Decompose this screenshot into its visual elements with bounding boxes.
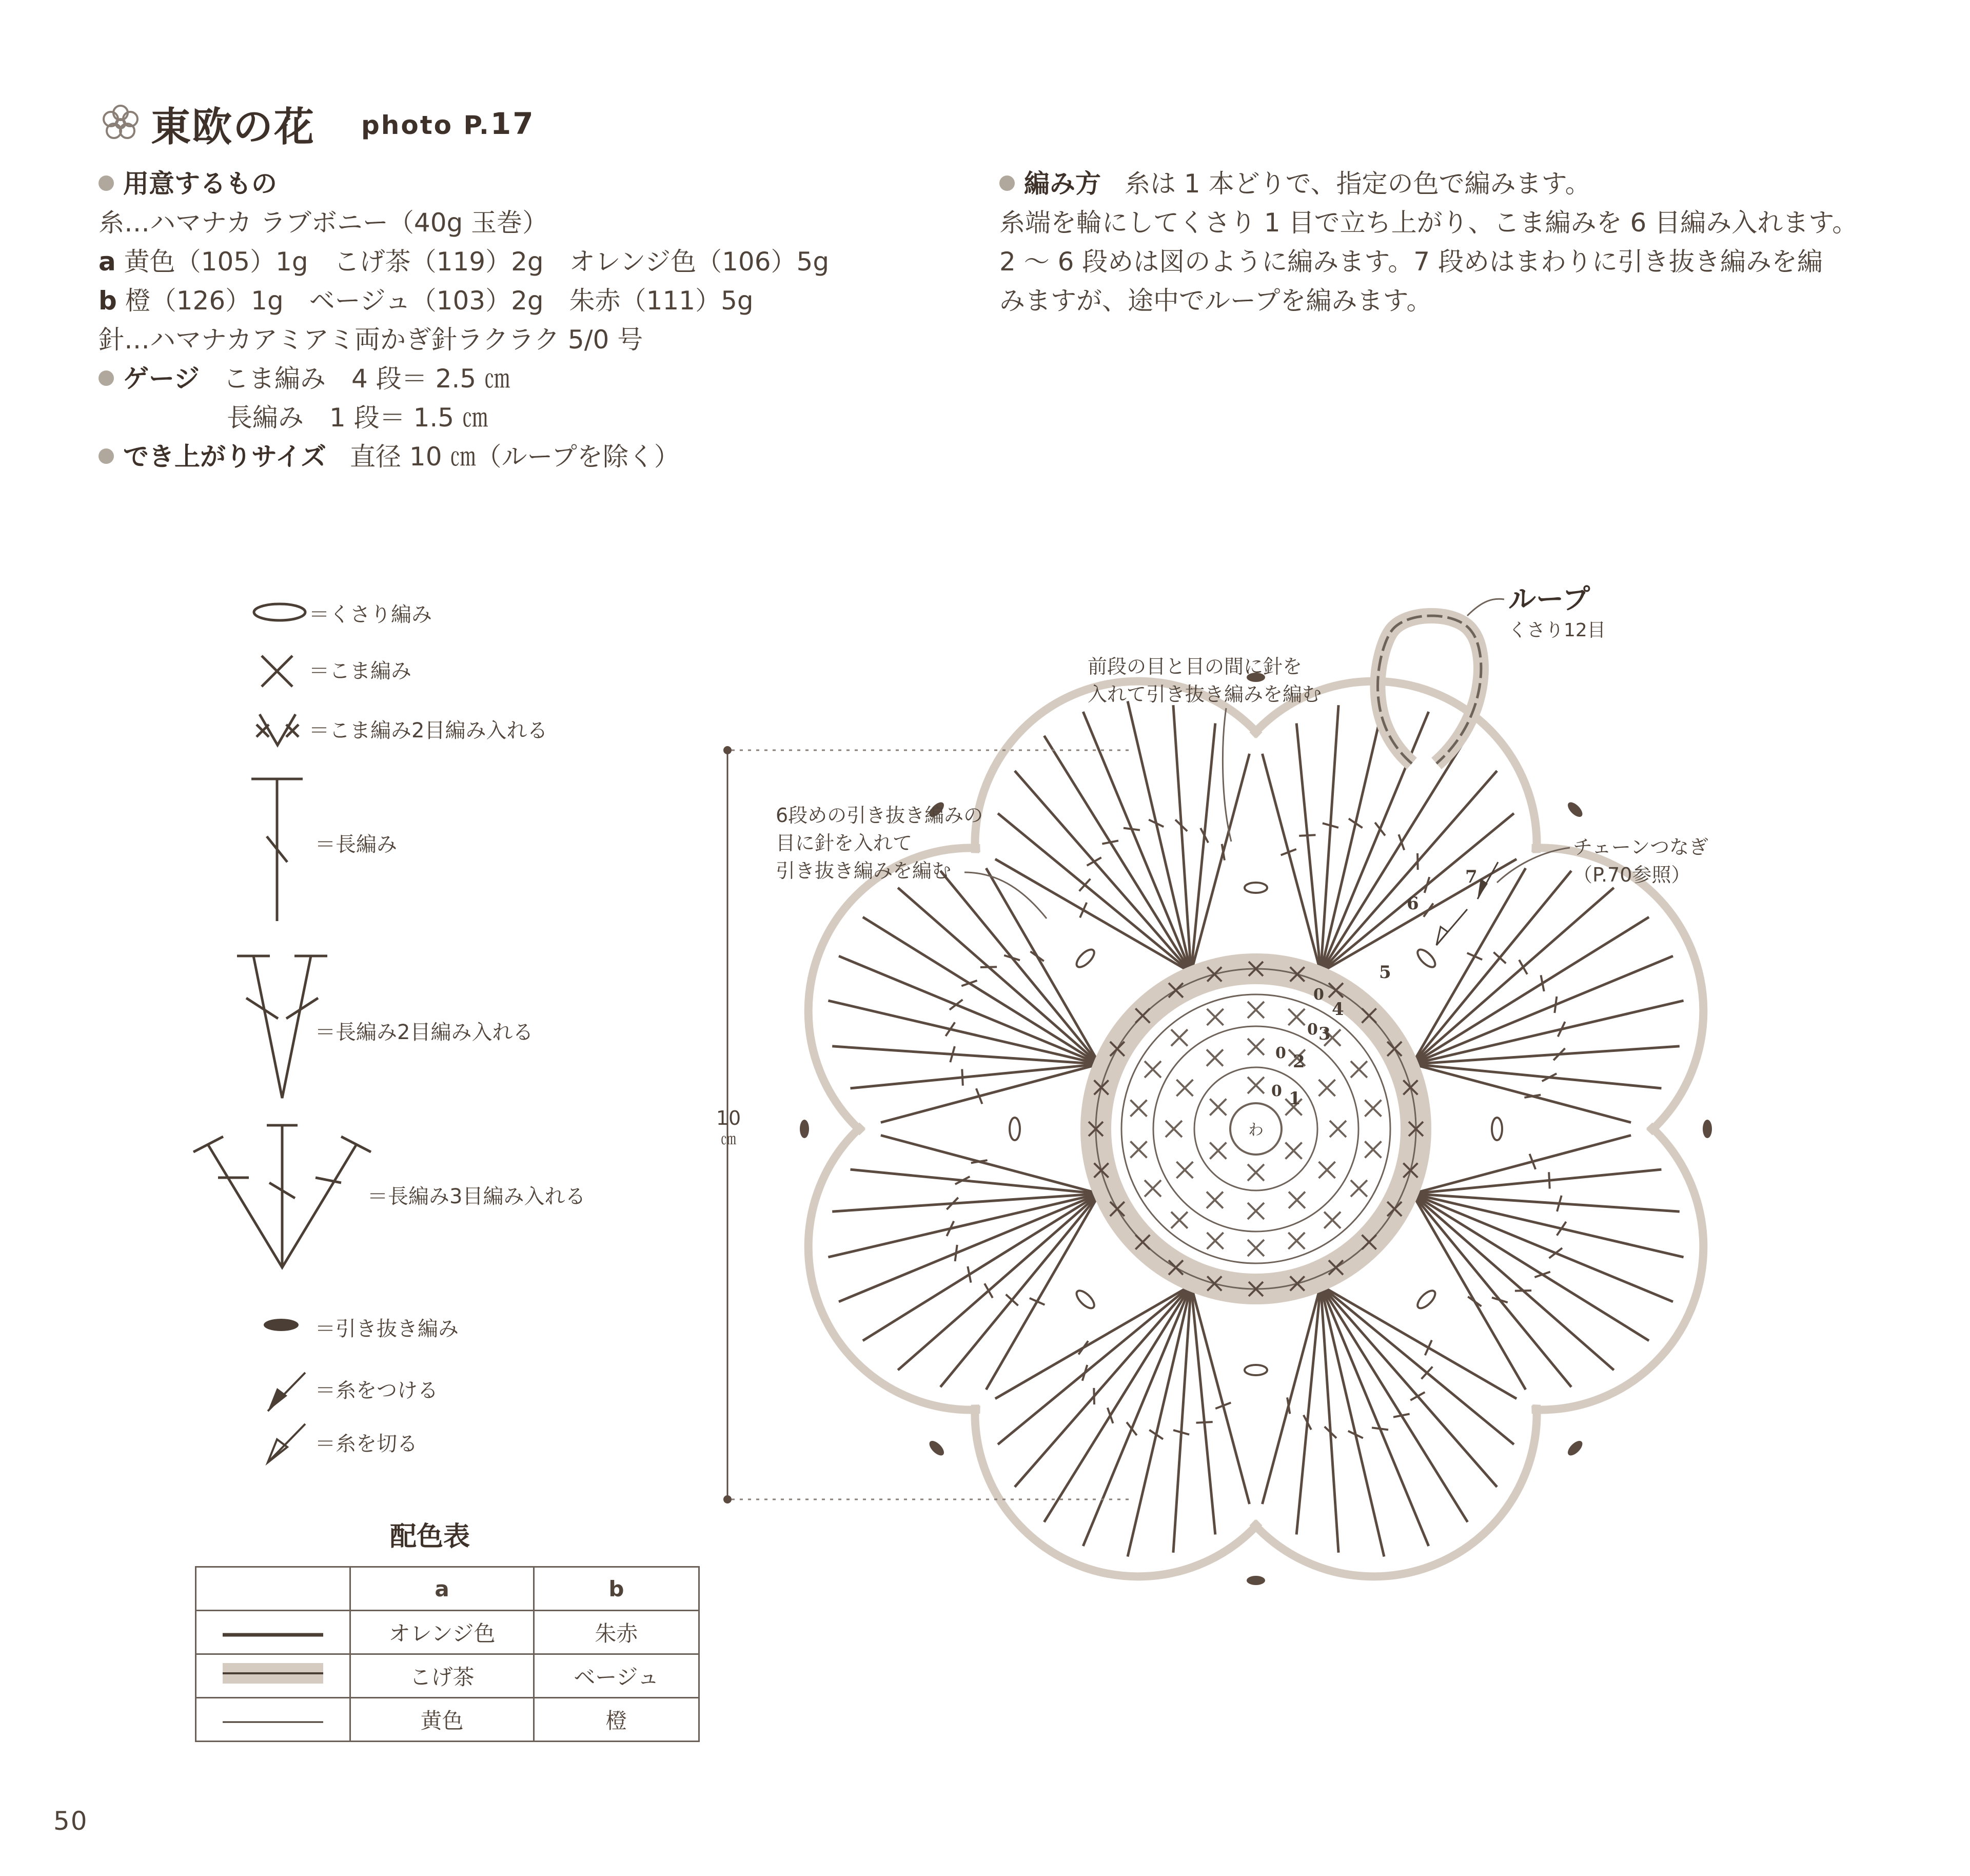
materials-heading: 用意するもの <box>123 169 277 199</box>
hook-line: 針…ハマナカアミアミ両かぎ針ラクラク 5/0 号 <box>98 325 643 355</box>
size-value: 直径 10 ㎝（ループを除く） <box>350 442 680 472</box>
legend-label: ＝くさり編み <box>309 603 432 627</box>
note-top-line-1: 前段の目と目の間に針を <box>1088 655 1303 678</box>
table-cell: オレンジ色 <box>350 1611 534 1654</box>
gauge-2: 長編み 1 段＝ 1.5 ㎝ <box>227 403 488 433</box>
round-start: 0 <box>1275 1044 1286 1062</box>
table-cell: 朱赤 <box>534 1611 699 1654</box>
dc-bar <box>1417 853 1418 870</box>
photo-reference: photo P.17 <box>361 106 535 141</box>
yarn-b-line: b 橙（126）1g ベージュ（103）2g 朱赤（111）5g <box>98 286 754 316</box>
round-start: 0 <box>1271 1082 1282 1100</box>
dimension-number: 10 <box>716 1107 741 1129</box>
note-left-line-2: 目に針を入れて <box>776 832 913 854</box>
slip-stitch <box>1703 1120 1712 1138</box>
round-start: 0 <box>1307 1021 1318 1039</box>
gauge-1: こま編み 4 段＝ 2.5 ㎝ <box>223 364 510 394</box>
table-cell: 橙 <box>534 1698 699 1742</box>
dc-bar <box>1549 1172 1550 1188</box>
slip-stitch <box>1247 1576 1265 1585</box>
size-heading: でき上がりサイズ <box>123 442 326 472</box>
round-number: 3 <box>1318 1024 1331 1044</box>
loop-subtitle: くさり12目 <box>1508 620 1606 641</box>
slip-stitch <box>800 1120 809 1138</box>
col-a-header: a <box>350 1567 534 1611</box>
dimension-unit: ㎝ <box>721 1130 736 1148</box>
round-start: 0 <box>1313 986 1324 1004</box>
instructions-line: 糸は 1 本どりで、指定の色で編みます。 <box>1125 169 1591 199</box>
instructions-line: みますが、途中でループを編みます。 <box>999 286 1432 316</box>
legend-label: ＝こま編み2目編み入れる <box>309 719 548 742</box>
note-right-line-2: （P.70参照） <box>1573 864 1691 886</box>
gauge-heading: ゲージ <box>123 364 200 394</box>
legend-label: ＝長編み3目編み入れる <box>367 1185 586 1208</box>
legend-label: ＝引き抜き編み <box>315 1317 459 1341</box>
instructions-line: 2 〜 6 段めは図のように編みます。7 段めはまわりに引き抜き編みを編 <box>999 247 1823 277</box>
note-right-line-1: チェーンつなぎ <box>1573 836 1709 858</box>
round-number: 7 <box>1465 867 1478 887</box>
yarn-a-line: a 黄色（105）1g こげ茶（119）2g オレンジ色（106）5g <box>98 247 830 277</box>
yarn-line: 糸…ハマナカ ラブボニー（40g 玉巻） <box>98 208 548 238</box>
table-cell: こげ茶 <box>350 1654 534 1698</box>
legend-label: ＝長編み2目編み入れる <box>315 1021 534 1044</box>
round-number: 2 <box>1293 1051 1305 1072</box>
legend-label: ＝こま編み <box>309 659 411 683</box>
note-left-line-1: 6段めの引き抜き編みの <box>776 804 983 827</box>
slip-stitch <box>1565 1438 1585 1458</box>
page-number: 50 <box>53 1806 88 1836</box>
page-title: 東欧の花 <box>151 104 316 150</box>
dc-bar <box>962 1069 963 1086</box>
legend-label: ＝糸をつける <box>315 1379 438 1402</box>
round-number: 5 <box>1379 962 1391 983</box>
legend-label: ＝糸を切る <box>315 1432 418 1456</box>
round-number: 6 <box>1407 893 1419 914</box>
dc-bar <box>1299 835 1315 836</box>
col-b-header: b <box>534 1567 699 1611</box>
note-top-line-2: 入れて引き抜き編みを編む <box>1088 683 1322 706</box>
table-cell: 黄色 <box>350 1698 534 1742</box>
legend-label: ＝長編み <box>315 833 397 856</box>
round-number: 1 <box>1289 1088 1301 1109</box>
loop-title: ループ <box>1508 583 1590 615</box>
note-left-line-3: 引き抜き編みを編む <box>776 859 952 882</box>
loop-leader-line <box>1467 599 1504 616</box>
instructions-line: 糸端を輪にしてくさり 1 目で立ち上がり、こま編みを 6 目編み入れます。 <box>999 208 1858 238</box>
color-table-title: 配色表 <box>390 1521 470 1552</box>
round-number: 4 <box>1332 999 1344 1020</box>
table-cell: ベージュ <box>534 1654 699 1698</box>
magic-ring-label: わ <box>1248 1121 1264 1139</box>
dc-bar <box>1196 1422 1213 1423</box>
slip-stitch <box>1565 800 1585 819</box>
slip-stitch <box>927 1438 947 1458</box>
instructions-heading: 編み方 <box>1024 169 1101 199</box>
